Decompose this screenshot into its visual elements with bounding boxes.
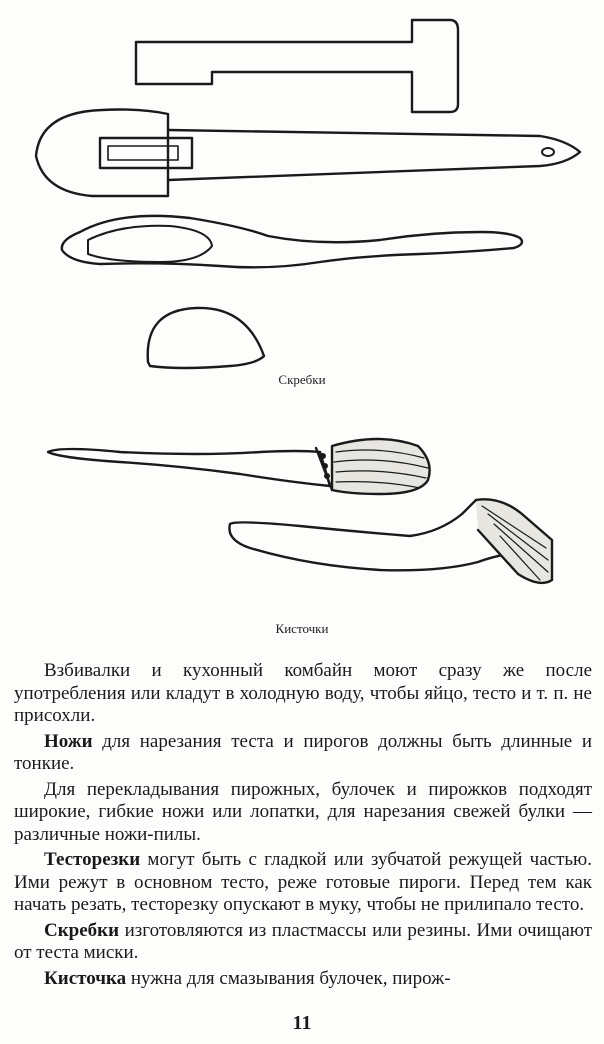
body-text	[14, 660, 592, 993]
paragraph-text: Для перекладывания пирожных, булочек и пирожков подходят широкие, гибкие ножи или лопатки, для нарезания свежей булки — различные ножи-пилы.	[14, 778, 592, 845]
paragraph-text: изготовляются из пластмассы или резины. Ими очищают от теста миски.	[14, 919, 592, 963]
flat-scraper-shape	[136, 20, 458, 112]
halfmoon-scraper-shape	[148, 308, 264, 368]
paragraph-text: могут быть с гладкой или зубчатой режущей частью. Ими режут в основном тесто, реже готовые пироги. Перед тем как начать резать, тесторезку опускают в муку, чтобы не прилипало тесто.	[14, 849, 592, 915]
paragraph-term: Скребки	[44, 919, 120, 941]
paragraph	[14, 731, 592, 776]
round-brush-shape	[48, 439, 430, 494]
paragraph-text: нужна для смазывания булочек, пирож-	[126, 967, 451, 989]
paragraph	[14, 920, 592, 965]
page-number: 11	[292, 1012, 312, 1034]
paragraph	[14, 968, 592, 991]
paragraph	[14, 849, 592, 917]
flat-brush-shape	[229, 499, 552, 583]
paragraph-term: Кисточка	[44, 967, 127, 989]
paragraph-text: Взбивалки и кухонный комбайн моют сразу же после употребления или кладут в холодную воду, чтобы яйцо, тесто и т. п. не присохли.	[14, 660, 592, 726]
paragraph-term: Тесторезки	[44, 849, 141, 870]
rounded-scraper-shape	[36, 110, 168, 197]
paragraph-term: Ножи	[44, 730, 93, 752]
paragraph-text: для нарезания теста и пирогов должны быть длинные и тонкие.	[14, 730, 592, 774]
spoon-scraper-shape	[62, 216, 522, 267]
brushes-caption: Кисточки	[275, 621, 329, 636]
paragraph	[14, 660, 592, 728]
scrapers-caption: Скребки	[278, 372, 326, 387]
paragraph	[14, 779, 592, 847]
